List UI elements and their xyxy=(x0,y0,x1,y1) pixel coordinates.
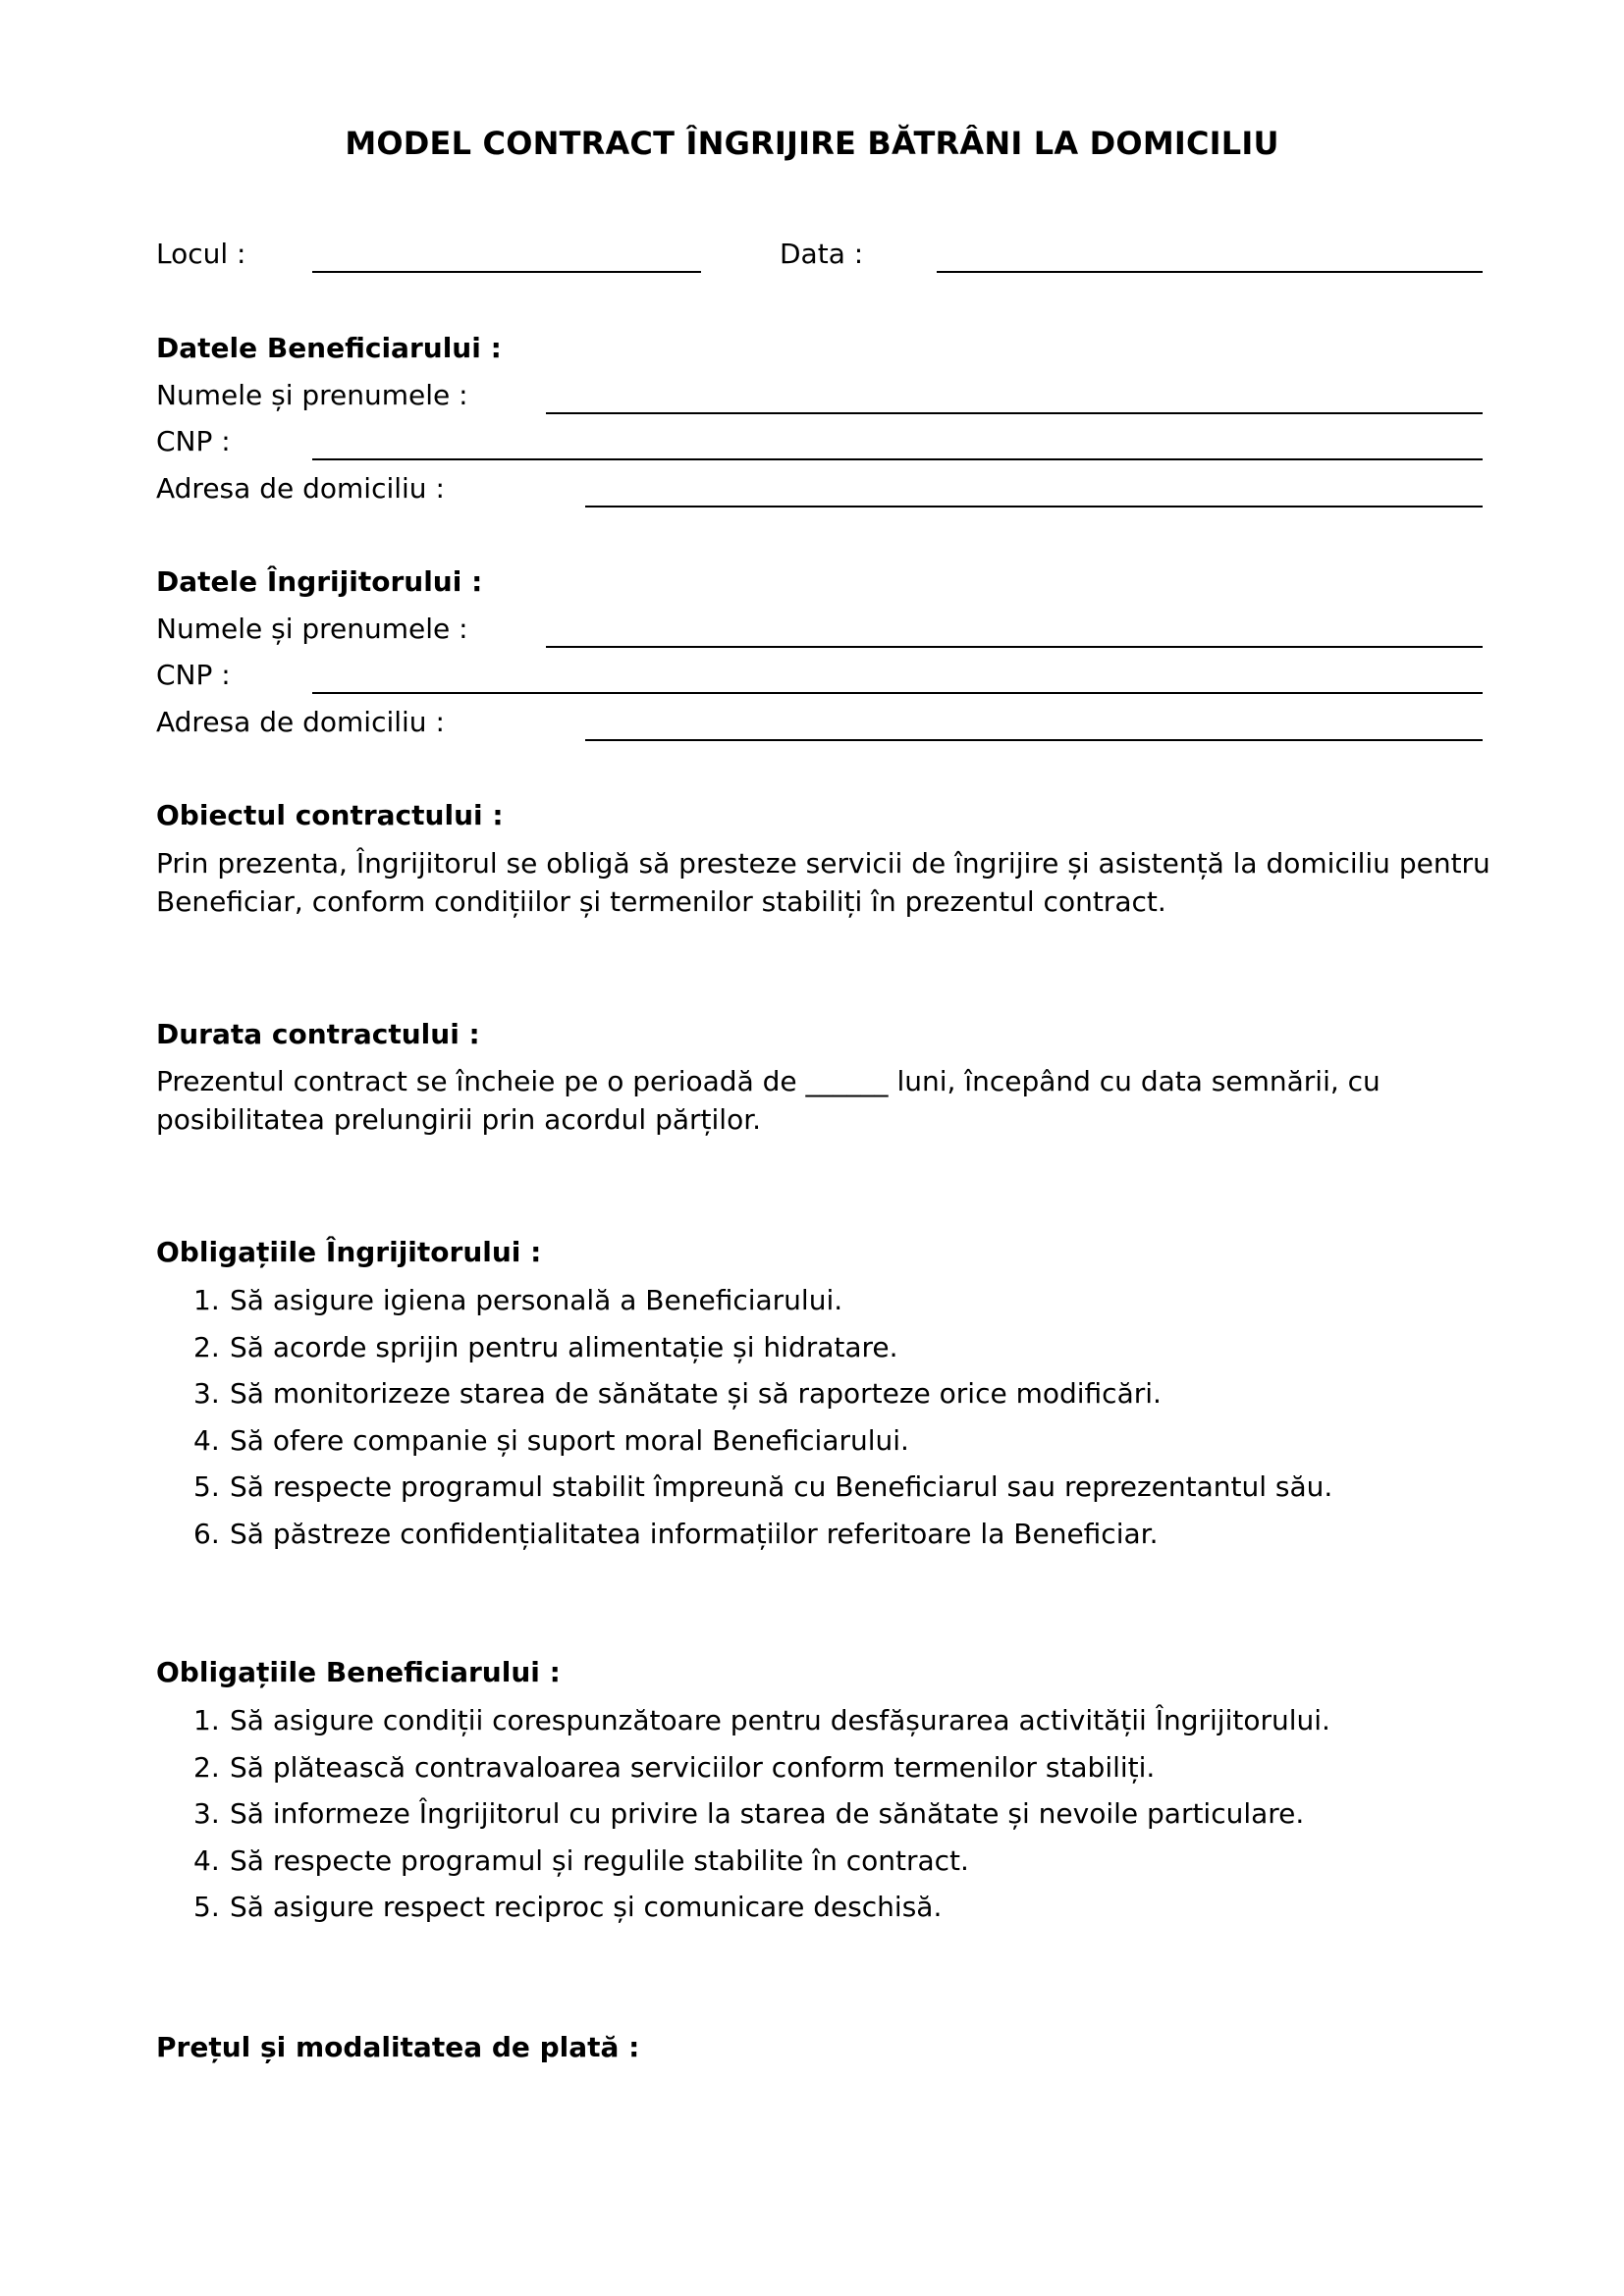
object-heading: Obiectul contractului : xyxy=(156,799,504,831)
caregiver-heading: Datele Îngrijitorului : xyxy=(156,565,483,598)
beneficiary-address-field[interactable] xyxy=(585,506,1483,507)
list-item-number: 5. xyxy=(193,1470,220,1503)
list-item-number: 2. xyxy=(193,1750,220,1784)
caregiver-name-label: Numele și prenumele : xyxy=(156,613,468,645)
list-item xyxy=(156,1277,1332,1324)
list-item xyxy=(156,1464,1332,1511)
price-heading: Prețul și modalitatea de plată : xyxy=(156,2031,640,2063)
caregiver-obligations-heading: Obligațiile Îngrijitorului : xyxy=(156,1236,542,1268)
caregiver-cnp-field[interactable] xyxy=(312,692,1483,694)
list-item-text: Să asigure respect reciproc și comunicare deschisă. xyxy=(230,1891,943,1923)
list-item xyxy=(156,1838,1330,1885)
caregiver-address-label: Adresa de domiciliu : xyxy=(156,706,445,738)
list-item-text: Să păstreze confidențialitatea informațiilor referitoare la Beneficiar. xyxy=(230,1517,1159,1550)
beneficiary-cnp-label: CNP : xyxy=(156,425,231,457)
list-item-text: Să monitorizeze starea de sănătate și să raporteze orice modificări. xyxy=(230,1377,1162,1410)
list-item-text: Să ofere companie și suport moral Beneficiarului. xyxy=(230,1423,909,1457)
list-item-number: 3. xyxy=(193,1797,220,1830)
beneficiary-cnp-field[interactable] xyxy=(312,458,1483,460)
list-item-text: Să acorde sprijin pentru alimentație și hidratare. xyxy=(230,1330,898,1363)
object-text: Prin prezenta, Îngrijitorul se obligă să presteze servicii de îngrijire și asistență la domiciliu pentru Beneficiar, conform condițiilor și termenilor stabiliți în prezentul contract. xyxy=(156,847,1490,918)
list-item xyxy=(156,1417,1332,1465)
list-item xyxy=(156,1884,1330,1931)
date-field[interactable] xyxy=(937,271,1483,273)
list-item-text: Să respecte programul și regulile stabilite în contract. xyxy=(230,1843,969,1877)
place-field[interactable] xyxy=(312,271,701,273)
date-label: Data : xyxy=(780,238,864,270)
list-item-text: Să asigure igiena personală a Beneficiarului. xyxy=(230,1284,843,1316)
list-item xyxy=(156,1697,1330,1744)
duration-heading: Durata contractului : xyxy=(156,1018,480,1050)
list-item xyxy=(156,1790,1330,1838)
duration-text: Prezentul contract se încheie pe o perioadă de ______ luni, începând cu data semnării, cu posibilitatea prelungirii prin acordul părților. xyxy=(156,1065,1380,1136)
caregiver-obligations-list xyxy=(156,1277,1332,1557)
caregiver-name-field[interactable] xyxy=(546,646,1483,648)
list-item-number: 5. xyxy=(193,1891,220,1923)
beneficiary-heading: Datele Beneficiarului : xyxy=(156,332,502,364)
list-item-number: 1. xyxy=(193,1284,220,1316)
beneficiary-obligations-heading: Obligațiile Beneficiarului : xyxy=(156,1656,561,1688)
document-title: MODEL CONTRACT ÎNGRIJIRE BĂTRÂNI LA DOMICILIU xyxy=(345,125,1279,162)
list-item-text: Să plătească contravaloarea serviciilor conform termenilor stabiliți. xyxy=(230,1750,1156,1784)
beneficiary-name-field[interactable] xyxy=(546,412,1483,414)
list-item-text: Să respecte programul stabilit împreună cu Beneficiarul sau reprezentantul său. xyxy=(230,1470,1333,1503)
place-label: Locul : xyxy=(156,238,246,270)
list-item-text: Să asigure condiții corespunzătoare pentru desfășurarea activității Îngrijitorului. xyxy=(230,1704,1330,1736)
beneficiary-name-label: Numele și prenumele : xyxy=(156,379,468,411)
caregiver-cnp-label: CNP : xyxy=(156,659,231,691)
list-item xyxy=(156,1324,1332,1371)
beneficiary-address-label: Adresa de domiciliu : xyxy=(156,472,445,505)
list-item-text: Să informeze Îngrijitorul cu privire la starea de sănătate și nevoile particulare. xyxy=(230,1797,1305,1830)
list-item xyxy=(156,1370,1332,1417)
beneficiary-obligations-list xyxy=(156,1697,1330,1931)
list-item-number: 3. xyxy=(193,1377,220,1410)
list-item-number: 4. xyxy=(193,1843,220,1877)
list-item-number: 6. xyxy=(193,1517,220,1550)
list-item-number: 4. xyxy=(193,1423,220,1457)
list-item-number: 2. xyxy=(193,1330,220,1363)
list-item xyxy=(156,1744,1330,1791)
caregiver-address-field[interactable] xyxy=(585,739,1483,741)
list-item xyxy=(156,1511,1332,1558)
list-item-number: 1. xyxy=(193,1704,220,1736)
